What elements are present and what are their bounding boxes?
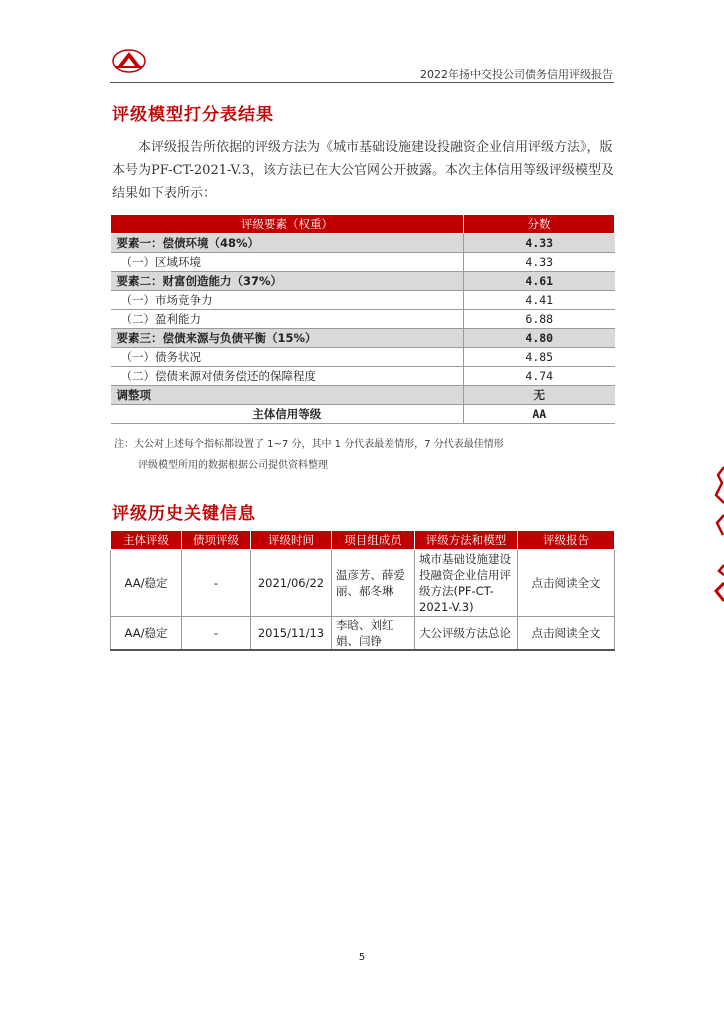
history-method: 城市基础设施建设投融资企业信用评级方法(PF-CT-2021-V.3) xyxy=(415,550,518,617)
rating-history-table xyxy=(110,530,615,651)
table-row xyxy=(111,253,615,272)
score-label: 要素二：财富创造能力（37%） xyxy=(111,272,464,291)
table-row xyxy=(111,617,615,651)
read-report-link[interactable]: 点击阅读全文 xyxy=(518,617,615,651)
history-header-debt: 债项评级 xyxy=(182,531,251,550)
header-divider xyxy=(110,82,614,83)
score-label: （一）市场竞争力 xyxy=(111,291,464,310)
score-value: 6.88 xyxy=(464,310,615,329)
history-debt-rating: - xyxy=(182,550,251,617)
read-report-link[interactable]: 点击阅读全文 xyxy=(518,550,615,617)
seal-stamp-fragment-icon xyxy=(708,465,724,615)
table-row xyxy=(111,348,615,367)
score-label: （二）偿债来源对债务偿还的保障程度 xyxy=(111,367,464,386)
score-value: AA xyxy=(464,405,615,424)
history-date: 2015/11/13 xyxy=(251,617,332,651)
score-label: 调整项 xyxy=(111,386,464,405)
score-label: 要素三：偿债来源与负债平衡（15%） xyxy=(111,329,464,348)
report-header-title: 2022年扬中交投公司债务信用评级报告 xyxy=(420,68,613,81)
history-members: 李晗、刘红娟、闫铮 xyxy=(332,617,415,651)
score-value: 4.33 xyxy=(464,253,615,272)
history-method: 大公评级方法总论 xyxy=(415,617,518,651)
history-rating: AA/稳定 xyxy=(111,550,182,617)
methodology-paragraph: 本评级报告所依据的评级方法为《城市基础设施建设投融资企业信用评级方法》，版本号为PF-CT-2021-V.3，该方法已在大公官网公开披露。本次主体信用等级评级模型及结果如下表所示： xyxy=(112,140,614,201)
table-row xyxy=(111,310,615,329)
score-label: （二）盈利能力 xyxy=(111,310,464,329)
history-date: 2021/06/22 xyxy=(251,550,332,617)
score-value: 无 xyxy=(464,386,615,405)
table-source-note: 评级模型所用的数据根据公司提供资料整理 xyxy=(138,460,328,471)
score-label: （一）债务状况 xyxy=(111,348,464,367)
table-row xyxy=(111,367,615,386)
score-label: （一）区域环境 xyxy=(111,253,464,272)
history-header-report: 评级报告 xyxy=(518,531,615,550)
score-header-factor: 评级要素（权重） xyxy=(111,215,464,234)
history-members: 温彦芳、薛爱丽、郝冬琳 xyxy=(332,550,415,617)
score-table xyxy=(110,214,615,424)
company-logo-icon xyxy=(112,48,146,74)
history-rating: AA/稳定 xyxy=(111,617,182,651)
score-value: 4.80 xyxy=(464,329,615,348)
table-note: 注：大公对上述每个指标都设置了 1~7 分，其中 1 分代表最差情形，7 分代表最佳情形 xyxy=(114,439,504,450)
table-row xyxy=(111,550,615,617)
table-row xyxy=(111,234,615,253)
section-title-scores: 评级模型打分表结果 xyxy=(112,105,274,125)
history-header-members: 项目组成员 xyxy=(332,531,415,550)
history-header-row xyxy=(111,531,615,550)
history-debt-rating: - xyxy=(182,617,251,651)
score-table-header-row xyxy=(111,215,615,234)
score-value: 4.74 xyxy=(464,367,615,386)
table-row xyxy=(111,405,615,424)
score-value: 4.85 xyxy=(464,348,615,367)
score-label: 主体信用等级 xyxy=(111,405,464,424)
history-header-method: 评级方法和模型 xyxy=(415,531,518,550)
score-value: 4.41 xyxy=(464,291,615,310)
table-row xyxy=(111,329,615,348)
score-value: 4.61 xyxy=(464,272,615,291)
history-header-rating: 主体评级 xyxy=(111,531,182,550)
history-header-date: 评级时间 xyxy=(251,531,332,550)
section-title-history: 评级历史关键信息 xyxy=(112,504,256,524)
table-row xyxy=(111,386,615,405)
table-row xyxy=(111,272,615,291)
score-header-score: 分数 xyxy=(464,215,615,234)
table-row xyxy=(111,291,615,310)
score-label: 要素一：偿债环境（48%） xyxy=(111,234,464,253)
page-number: 5 xyxy=(358,952,366,963)
score-value: 4.33 xyxy=(464,234,615,253)
